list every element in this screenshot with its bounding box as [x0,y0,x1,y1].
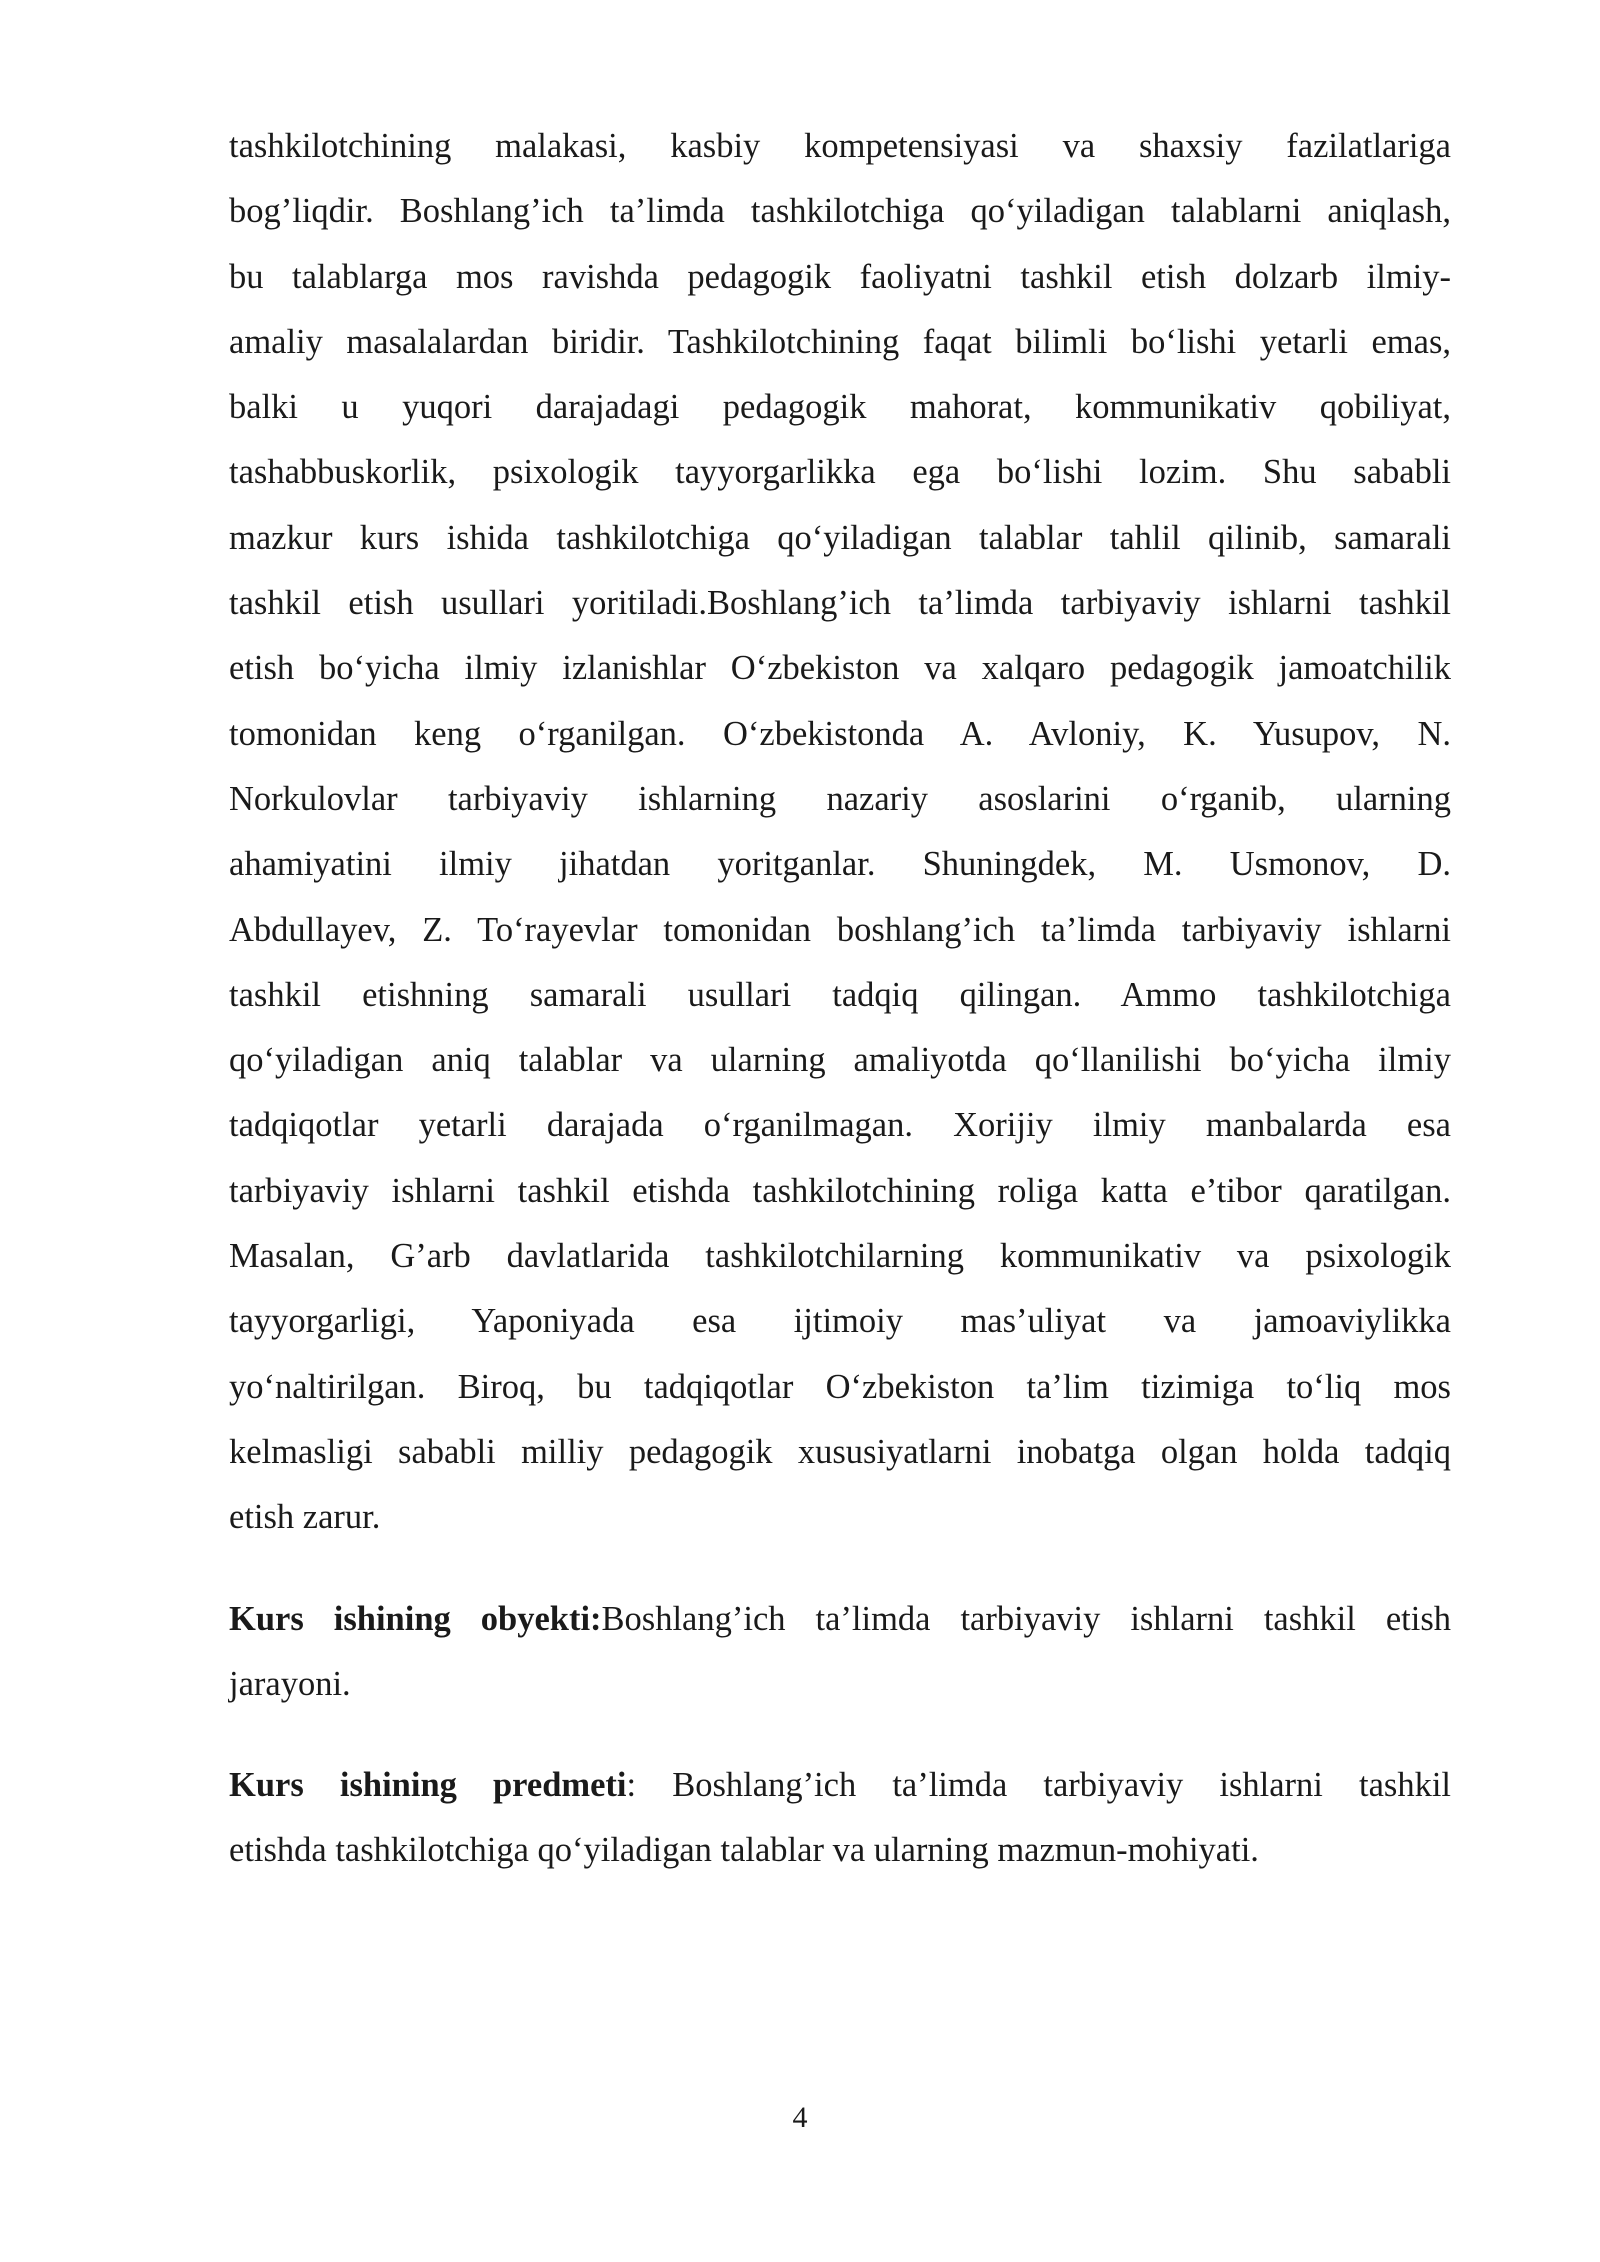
text-line: etishda tashkilotchiga qo‘yiladigan talablar va ularning mazmun-mohiyati. [229,1831,1259,1870]
text-line: mazkur kurs ishida tashkilotchiga qo‘yiladigan talablar tahlil qilinib, samarali [229,518,1451,557]
text-line: tashabbuskorlik, psixologik tayyorgarlikka ega bo‘lishi lozim. Shu sababli [229,453,1451,492]
text-line: tomonidan keng o‘rganilgan. O‘zbekistonda A. Avloniy, K. Yusupov, N. [229,714,1451,753]
object-text: Boshlang’ich ta’limda tarbiyaviy ishlarni tashkil etish [601,1599,1451,1638]
text-line: qo‘yiladigan aniq talablar va ularning amaliyotda qo‘llanilishi bo‘yicha ilmiy [229,1041,1451,1080]
text-line: tarbiyaviy ishlarni tashkil etishda tashkilotchining roliga katta e’tibor qaratilgan. [229,1171,1451,1210]
text-line: etish zarur. [229,1498,381,1537]
text-line: amaliy masalalardan biridir. Tashkilotchining faqat bilimli bo‘lishi yetarli emas, [229,322,1451,361]
text-line: tashkil etish usullari yoritiladi.Boshlang’ich ta’limda tarbiyaviy ishlarni tashkil [229,584,1451,623]
subject-label: Kurs ishining predmeti [229,1766,627,1805]
text-line: tashkil etishning samarali usullari tadqiq qilingan. Ammo tashkilotchiga [229,975,1451,1014]
text-line: kelmasligi sababli milliy pedagogik xususiyatlarni inobatga olgan holda tadqiq [229,1432,1451,1471]
subject-text: Boshlang’ich ta’limda tarbiyaviy ishlarni tashkil [672,1766,1451,1805]
text-line: tashkilotchining malakasi, kasbiy kompetensiyasi va shaxsiy fazilatlariga [229,127,1451,165]
text-line: etish bo‘yicha ilmiy izlanishlar O‘zbekiston va xalqaro pedagogik jamoatchilik [229,649,1451,688]
text-line: Masalan, G’arb davlatlarida tashkilotchilarning kommunikativ va psixologik [229,1237,1451,1276]
text-line: yo‘naltirilgan. Biroq, bu tadqiqotlar O‘zbekiston ta’lim tizimiga to‘liq mos [229,1367,1451,1406]
text-line: Norkulovlar tarbiyaviy ishlarning nazariy asoslarini o‘rganib, ularning [229,779,1451,818]
object-first-line [229,1587,1451,1652]
page-number: 4 [792,2101,808,2134]
page-content [229,114,1451,1884]
text-line: tadqiqotlar yetarli darajada o‘rganilmagan. Xorijiy ilmiy manbalarda esa [229,1106,1451,1145]
text-line: tayyorgarligi, Yaponiyada esa ijtimoiy mas’uliyat va jamoaviylikka [229,1302,1451,1341]
text-line: jarayoni. [229,1664,351,1703]
object-paragraph [229,1587,1451,1718]
subject-separator: : [626,1766,673,1805]
body-paragraph [229,114,1451,1551]
text-line: bu talablarga mos ravishda pedagogik faoliyatni tashkil etish dolzarb ilmiy- [229,257,1451,296]
subject-first-line [229,1753,1451,1818]
text-line: balki u yuqori darajadagi pedagogik mahorat, kommunikativ qobiliyat, [229,388,1451,427]
text-line: bog’liqdir. Boshlang’ich ta’limda tashkilotchiga qo‘yiladigan talablarni aniqlash, [229,192,1451,231]
subject-paragraph [229,1753,1451,1884]
text-line: Abdullayev, Z. To‘rayevlar tomonidan boshlang’ich ta’limda tarbiyaviy ishlarni [229,910,1451,949]
object-label: Kurs ishining obyekti: [229,1599,602,1638]
text-line: ahamiyatini ilmiy jihatdan yoritganlar. Shuningdek, M. Usmonov, D. [229,845,1451,884]
